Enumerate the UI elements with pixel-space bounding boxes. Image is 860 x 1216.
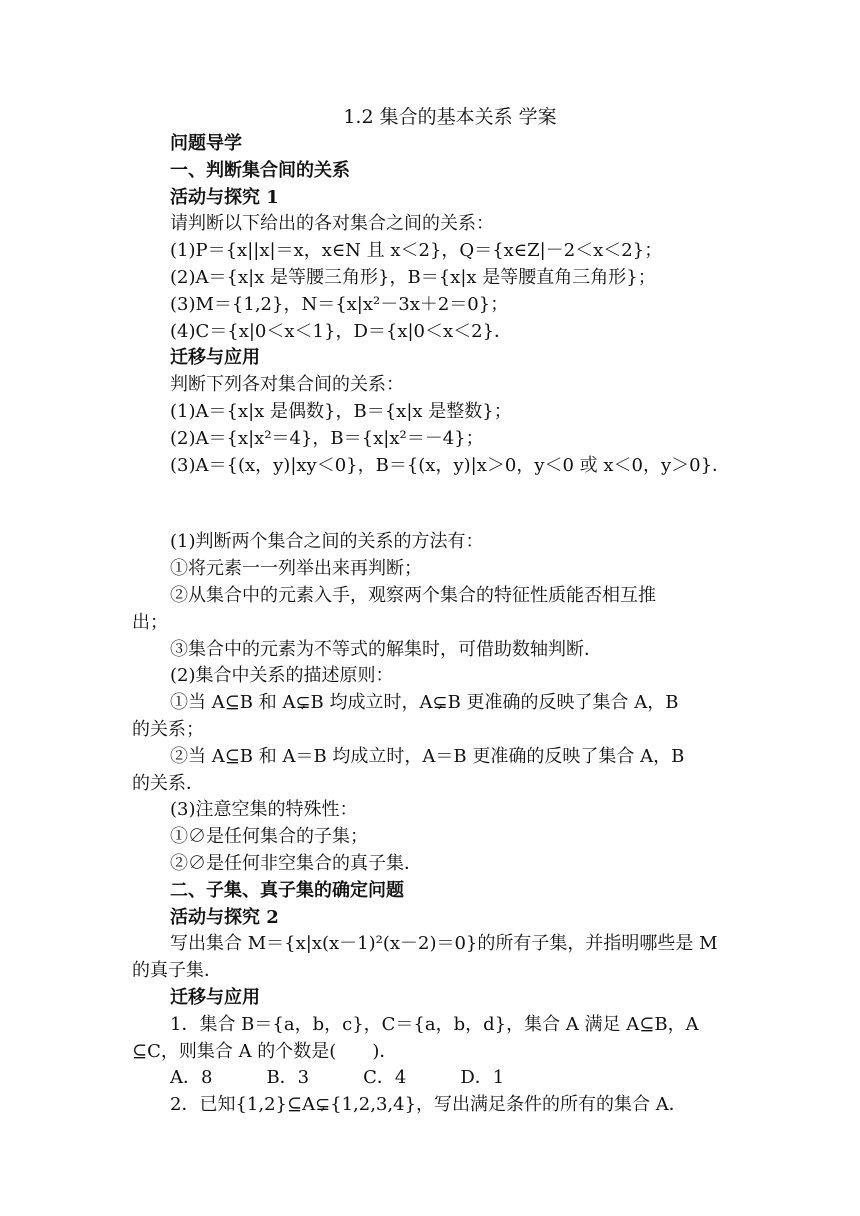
text-line: (3)A＝{(x，y)|xy＜0}，B＝{(x，y)|x＞0，y＜0 或 x＜0，y＞0}． [170, 454, 731, 476]
text-line: 1．集合 B＝{a，b，c}，C＝{a，b，d}，集合 A 满足 A⊆B，A [170, 1013, 699, 1035]
text-line: 2．已知{1,2}⊆A⊊{1,2,3,4}，写出满足条件的所有的集合 A． [170, 1094, 687, 1116]
text-line: (1)A＝{x|x 是偶数}，B＝{x|x 是整数}； [170, 400, 512, 422]
document-body [132, 131, 732, 1119]
section-heading: 一、判断集合间的关系 [170, 159, 350, 181]
text-line: (1)P＝{x||x|＝x，x∈N 且 x＜2}，Q＝{x∈Z|－2＜x＜2}； [170, 240, 663, 262]
text-line: (3)M＝{1,2}，N＝{x|x²－3x＋2＝0}； [170, 293, 509, 315]
text-line: 出； [132, 611, 168, 633]
text-line: 的关系； [132, 718, 204, 740]
text-line: (3)注意空集的特殊性： [170, 799, 358, 821]
section-heading: 迁移与应用 [170, 986, 260, 1008]
text-line: ②∅是任何非空集合的真子集． [170, 852, 422, 874]
document-title: 1.2 集合的基本关系 学案 [343, 106, 557, 128]
text-line: (4)C＝{x|0＜x＜1}，D＝{x|0＜x＜2}． [170, 320, 513, 342]
text-line: ③集合中的元素为不等式的解集时，可借助数轴判断． [170, 638, 602, 660]
text-line: (2)A＝{x|x²＝4}，B＝{x|x²＝－4}； [170, 427, 484, 449]
section-heading: 活动与探究 2 [170, 906, 279, 928]
text-line: (2)集合中关系的描述原则： [170, 665, 394, 687]
section-heading: 问题导学 [170, 133, 242, 154]
text-line: ⊆C，则集合 A 的个数是( )． [132, 1040, 398, 1062]
text-line: (1)判断两个集合之间的关系的方法有： [170, 531, 484, 553]
text-line: 的关系． [132, 772, 204, 794]
text-line: 请判断以下给出的各对集合之间的关系： [170, 213, 494, 235]
text-line: 的真子集． [132, 960, 222, 982]
text-line: ①∅是任何集合的子集； [170, 826, 368, 848]
text-line: 判断下列各对集合间的关系： [170, 374, 404, 396]
section-heading: 二、子集、真子集的确定问题 [170, 879, 404, 901]
section-heading: 迁移与应用 [170, 347, 260, 369]
text-line: A．8 B．3 C．4 D．1 [170, 1067, 505, 1089]
text-line: (2)A＝{x|x 是等腰三角形}，B＝{x|x 是等腰直角三角形}； [170, 266, 656, 288]
blank-line [132, 495, 732, 513]
text-line: 写出集合 M＝{x|x(x－1)²(x－2)＝0}的所有子集，并指明哪些是 M [170, 933, 718, 955]
text-line: ①当 A⊆B 和 A⊊B 均成立时，A⊊B 更准确的反映了集合 A，B [170, 692, 679, 714]
text-line: ②从集合中的元素入手，观察两个集合的特征性质能否相互推 [170, 584, 656, 606]
text-line: ①将元素一一列举出来再判断； [170, 558, 422, 580]
section-heading: 活动与探究 1 [170, 186, 279, 208]
text-line: ②当 A⊆B 和 A＝B 均成立时，A＝B 更准确的反映了集合 A，B [170, 745, 685, 767]
